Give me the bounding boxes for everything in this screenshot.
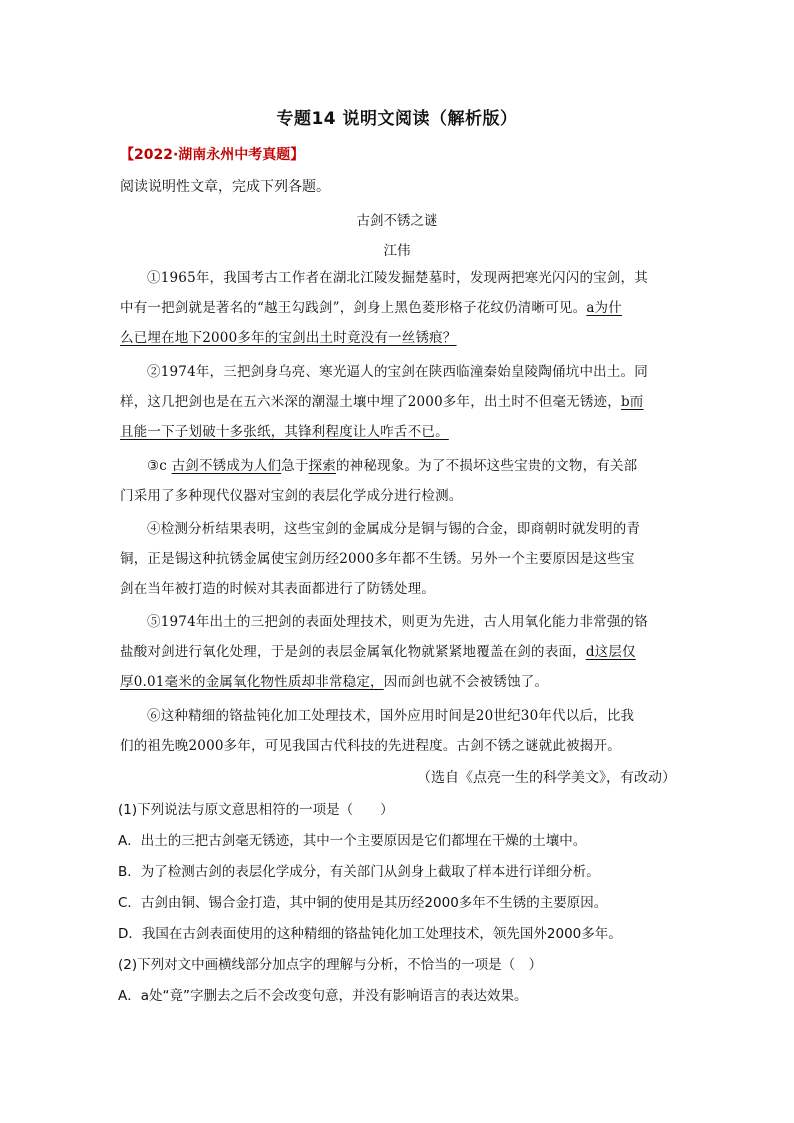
page-title: 专题14 说明文阅读（解析版） [276, 109, 518, 129]
question-1-option-b: B．为了检测古剑的表层化学成分，有关部门从剑身上截取了样本进行详细分析。 [118, 864, 600, 880]
paragraph-line: 的神秘现象。为了不损坏这些宝贵的文物，有关部 [335, 458, 638, 474]
paragraph-line: ⑤1974年出土的三把剑的表面处理技术，则更为先进，古人用氧化能力非常强的铬 [147, 614, 648, 630]
article-citation: （选自《点亮一生的科学美文》，有改动） [417, 770, 676, 786]
paragraph-6 [120, 701, 676, 761]
instruction-text: 阅读说明性文章，完成下列各题。 [120, 179, 330, 195]
question-1-option-c: C．古剑由铜、锡合金打造，其中铜的使用是其历经2000多年不生锈的主要原因。 [118, 895, 608, 911]
paragraph-4 [120, 514, 676, 604]
question-1-option-a: A．出土的三把古剑毫无锈迹，其中一个主要原因是它们都埋在干燥的土壤中。 [118, 833, 587, 849]
paragraph-1 [120, 263, 676, 353]
paragraph-line: 们的祖先晚2000多年，可见我国古代科技的先进程度。古剑不锈之谜就此被揭开。 [120, 738, 621, 754]
question-2-option-a: A．a处“竟”字删去之后不会改变句意，并没有影响语言的表达效果。 [118, 988, 528, 1004]
underlined-segment-d: 厚0.01毫米的金属氧化物性质却非常稳定， [120, 674, 384, 690]
paragraph-line: 因而剑也就不会被锈蚀了。 [383, 674, 549, 690]
paragraph-line: 样，这几把剑也是在五六米深的潮湿土壤中埋了2000多年，出土时不但毫无锈迹， [120, 394, 621, 410]
underlined-segment-b: b而 [620, 394, 644, 410]
paragraph-3 [120, 451, 676, 511]
question-2-stem: (2)下列对文中画横线部分加点字的理解与分析，不恰当的一项是（ ） [118, 957, 543, 973]
paragraph-line: 急于 [281, 458, 309, 474]
underlined-segment-b: 且能一下子划破十多张纸，其锋利程度让人咋舌不已。 [120, 424, 449, 440]
underlined-segment-a: 么已埋在地下2000多年的宝剑出土时竟没有一丝锈痕？ [120, 330, 457, 346]
paragraph-5 [120, 607, 676, 697]
paragraph-line: 中有一把剑就是著名的“越王勾践剑”，剑身上黑色菱形格子花纹仍清晰可见。 [120, 300, 587, 316]
paragraph-line: 盐酸对剑进行氧化处理，于是剑的表层金属氧化物就紧紧地覆盖在剑的表面， [120, 644, 586, 660]
paragraph-line: 铜，正是锡这种抗锈金属使宝剑历经2000多年都不生锈。另外一个主要原因是这些宝 [120, 551, 635, 567]
paragraph-line: ③c [147, 458, 172, 474]
article-author: 江伟 [383, 243, 411, 259]
question-1-option-d: D．我国在古剑表面使用的这种精细的铬盐钝化加工处理技术，领先国外2000多年。 [118, 926, 622, 942]
underlined-segment-a: a为什 [586, 300, 622, 316]
paragraph-2 [120, 357, 676, 447]
paragraph-line: ②1974年，三把剑身乌亮、寒光逼人的宝剑在陕西临潼秦始皇陵陶俑坑中出土。同 [147, 364, 648, 380]
underlined-segment-c: 古剑不锈成为人们 [171, 458, 282, 474]
paragraph-line: ⑥这种精细的铬盐钝化加工处理技术，国外应用时间是20世纪30年代以后，比我 [147, 708, 635, 724]
question-1-stem: (1)下列说法与原文意思相符的一项是（ ） [118, 802, 394, 818]
paragraph-line: 门采用了多种现代仪器对宝剑的表层化学成分进行检测。 [120, 488, 463, 504]
underlined-segment-c: 探索 [308, 458, 336, 474]
underlined-segment-d: d这层仅 [585, 644, 636, 660]
paragraph-line: ④检测分析结果表明，这些宝剑的金属成分是铜与锡的合金，即商朝时就发明的青 [147, 521, 641, 537]
article-title: 古剑不锈之谜 [356, 213, 438, 229]
paragraph-line: 剑在当年被打造的时候对其表面都进行了防锈处理。 [120, 581, 436, 597]
paragraph-line: ①1965年，我国考古工作者在湖北江陵发掘楚墓时，发现两把寒光闪闪的宝剑，其 [147, 270, 648, 286]
exam-source-tag: 【2022·湖南永州中考真题】 [120, 147, 305, 163]
